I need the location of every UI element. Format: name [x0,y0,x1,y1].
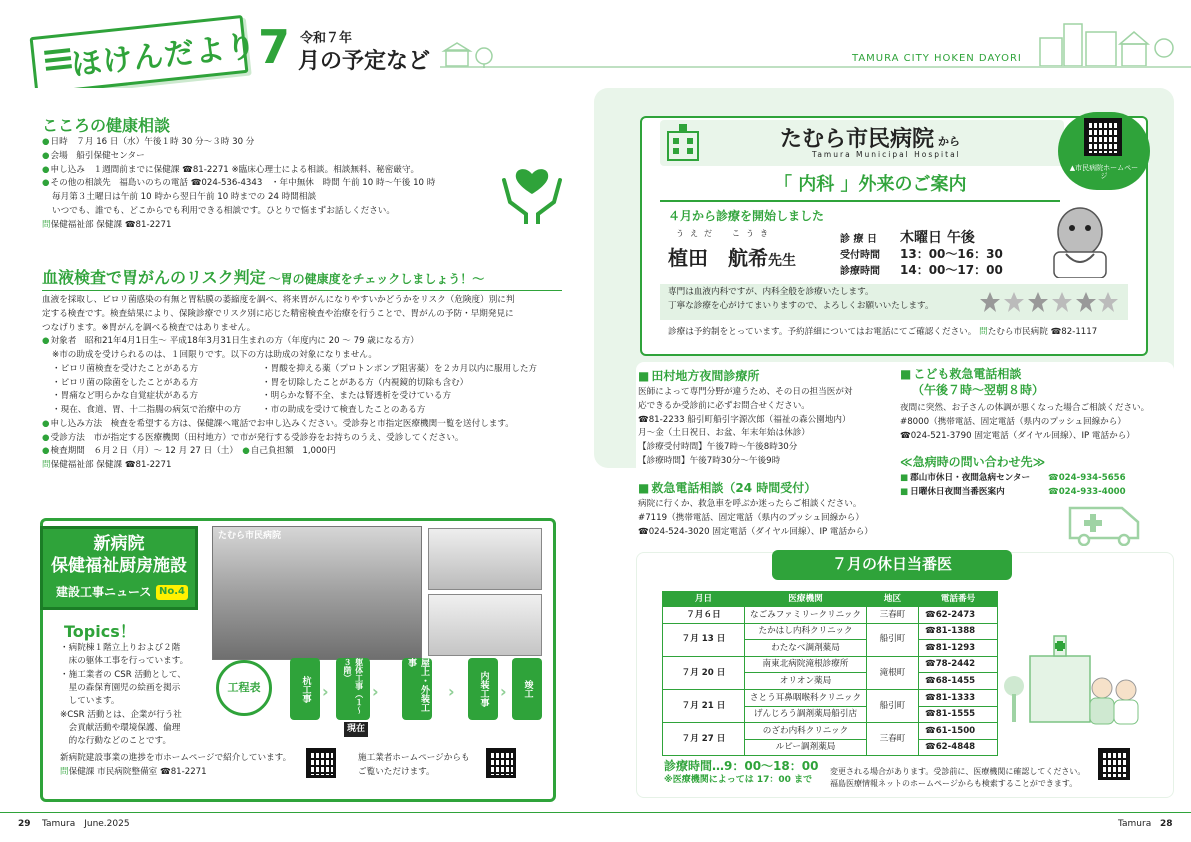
duty-tel: ☎68-1455 [919,673,998,690]
night-clinic-line: 医師によって専門分野が違うため、その日の担当医が対 [638,387,853,397]
child-info [900,402,1149,443]
duty-clinic: ルピー調剤薬局 [745,739,867,756]
kokoro-apply: ● 申し込み １週間前までに保健課 ☎81-2271 ※臨床心理士による相談。相談無料、秘密厳守。 [42,164,435,178]
clinic-hours-label: 診療時間 [840,266,880,277]
logo-stripe [44,48,70,55]
heart-hands-icon [496,140,568,224]
urgent-name: ■ 郡山市休日・夜間急病センター [900,472,1048,486]
urgent-tel: ☎024-933-4000 [1048,486,1126,497]
duty-area: 三春町 [867,607,919,624]
duty-area: 三春町 [867,723,919,756]
urgent-tel: ☎024-934-5656 [1048,473,1126,483]
exclusion-item: ・ピロリ菌検査を受けたことがある方 [52,363,199,374]
qr-code-icon[interactable] [486,748,516,778]
town-illustration-icon [440,42,500,68]
issue-number-badge: No.4 [156,585,188,600]
table-row [663,623,998,640]
kokoro-section [42,136,435,232]
blood-period-row [42,445,537,459]
duty-tel: ☎62-2473 [919,607,998,624]
kokoro-title: こころの健康相談 [42,116,171,135]
topics-title: Topics！ [64,622,136,641]
flow-arrow-icon: › [448,682,455,701]
flow-step: 内装工事 [468,658,498,720]
topic-line: ・施工業者の CSR 活動として、 [60,669,186,680]
clinic-hours-row [840,262,1003,280]
logo-stripe [45,56,71,63]
table-row [663,689,998,706]
exclusion-item: ・胃を切除したことがある方（内視鏡的切除も含む） [262,377,469,388]
blood-intro: 血液を採取し、ピロリ菌感染の有無と胃粘膜の萎縮度を調べ、将来胃がんになりやすいかどうかをリスク（危険度）別に判 [42,295,515,305]
duty-date: ７月 13 日 [663,623,745,656]
qr-code-icon[interactable] [1084,118,1122,156]
night-clinic-line: 応できるか受診前に必ずお問合せください。 [638,400,810,411]
exclusion-item: ・ピロリ菌の除菌をしたことがある方 [52,377,199,388]
hospital-from: から [938,135,960,148]
column-header: 電話番号 [919,592,998,607]
new-hospital-title-line: 新病院 [93,534,145,554]
construction-photo [212,526,422,660]
night-clinic-line: ☎81-2233 船引町船引字源次郎（福祉の森公園地内） [638,414,851,425]
header-divider [440,66,1191,68]
column-header: 医療機関 [745,592,867,607]
logo-text: ほけんだより [69,28,259,83]
blood-target-note: ※市の助成を受けられるのは、１回限りです。以下の方は助成の対象になりません。 [52,350,377,360]
topic-line: 星の森保育園児の絵画を掲示 [60,682,181,693]
contractor-note [358,752,470,780]
urgent-row [900,486,1126,500]
duty-tel: ☎81-1555 [919,706,998,723]
exclusion-item: ・胃酸を抑える薬（プロトンポンプ阻害薬）を２カ月以内に服用した方 [262,363,538,374]
topic-line: 的な行動などのことです。 [60,736,172,747]
month-number: 7 [258,20,291,74]
issue-label: Tamura June.2025 [42,819,130,829]
topic-line: ・病院棟１階立上りおよび２階 [60,643,181,653]
flow-step: 杭工事 [290,658,320,720]
doctor-message-line: 丁寧な診療を心がけてまいりますので、よろしくお願いいたします。 [668,300,934,311]
doctor-message [668,286,934,314]
emergency-title: ■ 救急電話相談（24 時間受付） [638,480,816,497]
table-row [663,723,998,740]
duty-clinic: たかはし内科クリニック [745,623,867,640]
duty-date: ７月 27 日 [663,723,745,756]
blood-cost: ● 自己負担額 1,000円 [242,446,335,456]
ambulance-icon [1068,500,1148,546]
duty-area: 船引町 [867,689,919,722]
brand-label: TAMURA CITY HOKEN DAYORI [852,53,1022,64]
blood-apply: ● 申し込み方法 検査を希望する方は、保健課へ電話でお申し込みください。受診券と市指定医療機関一覧を送付します。 [42,418,537,432]
duty-date: ７月６日 [663,607,745,624]
child-line: ☎024-521-3790 固定電話（ダイヤル回線）、IP 電話から） [900,430,1135,441]
duty-note: 変更される場合があります。受診前に、医療機関に確認してください。 [830,767,1086,776]
blood-contact-text: 保健福祉部 保健課 ☎81-2271 [50,460,172,470]
blood-target: ● 対象者 昭和21年4月1日生～ 平成18年3月31日生まれの方（年度内に 20 ～ 79 歳になる方） [42,335,537,349]
qr-code-icon[interactable] [306,748,336,778]
blood-intro: つなげります。※胃がんを調べる検査ではありません。 [42,322,256,333]
kokoro-date: ● 日時 ７月 16 日（水）午後１時 30 分～３時 30 分 [42,136,435,150]
construction-photo-label: たむら市民病院 [218,531,282,541]
duty-clinic: げんじろう調剤薬局船引店 [745,706,867,723]
flow-step: 屋上・外装工事 [402,658,432,720]
kokoro-venue: ● 会場 船引保健センター [42,150,435,164]
page-number-right: 28 [1160,819,1173,829]
kokoro-contact-text: 保健福祉部 保健課 ☎81-2271 [50,219,172,230]
duty-tel: ☎81-1388 [919,623,998,640]
urgent-name: ■ 日曜休日夜間当番医案内 [900,486,1048,500]
era-label: 令和７年 [300,31,353,46]
night-clinic-title: ■ 田村地方夜間診療所 [638,368,759,385]
duty-clinic: さとう耳鼻咽喉科クリニック [745,689,867,706]
child-title: ■ こども救急電話相談 [900,366,1021,383]
new-hospital-footer [60,752,291,780]
urgent-row [900,472,1126,486]
exclusion-item: ・明らかな腎不全、または腎透析を受けている方 [262,391,452,402]
new-hospital-title-line: 保健福祉厨房施設 [51,556,187,577]
new-hospital-footer-text: 新病院建設事業の進捗を市ホームページで紹介しています。 [60,753,292,763]
doctor-ruby: うえだ こうき [676,229,774,238]
current-marker: 現在 [344,722,368,737]
doctor-name-row [668,244,796,273]
duty-notes [830,766,1085,790]
new-hospital-contact: 問保健課 市民病院整備室 ☎81-2271 [60,766,207,777]
blood-how: ● 受診方法 市が指定する医療機関（田村地方）で市が発行する受診券をお持ちのうえ、受診してください。 [42,432,537,446]
kokoro-other-detail: 毎月第３土曜日は午前 10 時から翌日午前 10 時までの 24 時間相談 [52,192,317,202]
holiday-duty-table [662,591,998,756]
blood-exclusions [42,363,537,418]
topic-line: ※CSR 活動とは、企業が行う社 [60,709,182,720]
duty-note: 福島医療情報ネットのホームページからも検索することができます。 [830,779,1078,788]
topics-list [60,642,188,749]
hospital-building-icon [664,122,702,162]
topic-line: しています。 [60,696,120,707]
flow-step: 竣工 [512,658,542,720]
schedule-label: 工程表 [216,660,272,716]
logo-stripe [46,64,72,71]
hospital-staff-illustration-icon [1004,626,1140,726]
clinic-hours: 14：00～17：00 [900,263,1003,277]
night-clinic-line: 月～金（土日祝日、お盆、年末年始は休診） [638,428,810,439]
city-illustration-icon [1030,18,1180,66]
column-header: 月日 [663,592,745,607]
emergency-line: ☎024-524-3020 固定電話（ダイヤル回線）、IP 電話から） [638,526,873,537]
flow-step: 躯体工事（１〜３階） [336,658,370,720]
reservation-text: 診療は予約制をとっています。予約詳細についてはお電話にてご確認ください。 [668,327,977,337]
column-header: 地区 [867,592,919,607]
duty-date: ７月 21 日 [663,689,745,722]
emergency-line: #7119（携帯電話、固定電話（県内のプッシュ回線から） [638,512,864,523]
naika-divider [660,200,1060,202]
duty-hours-note: ※医療機関によっては 17：00 まで [664,775,813,785]
clinic-day: 木曜日 午後 [900,230,975,246]
emergency-info [638,498,873,539]
doctor-mascot-icon [1036,200,1124,278]
exclusion-item: ・現在、食道、胃、十二指腸の病気で治療中の方 [52,405,242,415]
blood-section [42,294,537,473]
kokoro-contact: 問保健福祉部 保健課 ☎81-2271 [42,219,172,230]
child-line: #8000（携帯電話、固定電話（県内のプッシュ回線から） [900,416,1126,427]
reservation-contact: たむら市民病院 ☎82-1117 [987,327,1098,337]
drawing-photo [428,528,542,590]
magazine-label: Tamura [1118,819,1152,829]
night-clinic-line: 【診療時間】午後7時30分～午後9時 [638,455,781,466]
topic-line: 床の躯体工事を行っています。 [60,656,189,667]
reception-label: 受付時間 [840,250,880,261]
blood-title-row [42,266,484,289]
duty-tel: ☎81-1293 [919,640,998,657]
duty-clinic: なごみファミリークリニック [745,607,867,624]
blood-subtitle: ～胃の健康度をチェックしましょう！～ [268,272,485,286]
topic-line: 会貢献活動や環境保護、倫理 [60,722,181,733]
holiday-duty-title: ７月の休日当番医 [772,550,1012,580]
duty-area: 滝根町 [867,656,919,689]
april-start-notice: ４月から診療を開始しました [668,209,825,223]
hospital-homepage-caption: ▲市民病院ホームページ [1069,164,1139,181]
hospital-name-en: Tamura Municipal Hospital [812,150,961,159]
duty-tel: ☎81-1333 [919,689,998,706]
duty-tel: ☎62-4848 [919,739,998,756]
footer-divider [0,812,1191,813]
table-row [663,607,998,624]
new-hospital-contact-text: 保健課 市民病院整備室 ☎81-2271 [68,766,207,777]
page-number-left: 29 [18,819,31,829]
duty-tel: ☎61-1500 [919,723,998,740]
drawing-photo [428,594,542,656]
hospital-name: たむら市民病院 [780,127,935,152]
blood-title: 血液検査で胃がんのリスク判定 [42,268,266,287]
kokoro-other: ● その他の相談先 福島いのちの電話 ☎024-536-4343 ・年中無休 時間 午前 10 時～午後 10 時 [42,177,435,191]
flow-arrow-icon: › [322,682,329,701]
page-title: 月の予定など [298,49,431,74]
duty-hours: 診療時間…9：00～18：00 [664,759,819,773]
duty-clinic: わたなべ調剤薬局 [745,640,867,657]
child-line: 夜間に突然、お子さんの体調が悪くなった場合ご相談ください。 [900,403,1150,413]
clinic-day-label: 診 療 日 [840,234,877,245]
blood-contact: 問保健福祉部 保健課 ☎81-2271 [42,460,172,470]
blood-period: ● 検査期間 ６月２日（月）～ 12 月 27 日（土） [42,446,234,456]
blood-divider [42,290,562,291]
flow-arrow-icon: › [500,682,507,701]
naika-title: 「 内科 」外来のご案内 [774,174,967,195]
flow-arrow-icon: › [372,682,379,701]
doctor-name: 植田 航希 [668,246,768,270]
reception-hours: 13：00～16：30 [900,247,1003,261]
reception-row [840,246,1003,264]
table-header-row [663,592,998,607]
doctor-honorific: 先生 [768,253,796,269]
duty-date: ７月 20 日 [663,656,745,689]
emergency-line: 病院に行くか、救急車を呼ぶか迷ったらご相談ください。 [638,499,862,509]
duty-tel: ☎78-2442 [919,656,998,673]
doctor-message-line: 専門は血液内科ですが、内科全般を診療いたします。 [668,287,874,297]
exclusion-item: ・市の助成を受けて検査したことのある方 [262,405,426,415]
construction-news-label: 建設工事ニュース [56,585,152,599]
kokoro-other-detail: いつでも、誰でも、どこからでも利用できる相談です。ひとりで悩まずお話しください。 [52,205,395,216]
duty-area: 船引町 [867,623,919,656]
blood-intro: 定する検査です。検査結果により、保険診療でリスク別に応じた精密検査や治療を行うことで、胃がんの予防・早期発見に [42,308,514,319]
qr-code-icon[interactable] [1098,748,1130,780]
contractor-note-line: ご覧いただけます。 [358,766,435,777]
table-row [663,656,998,673]
urgent-title: ≪急病時の問い合わせ先≫ [900,455,1046,469]
night-clinic-line: 【診療受付時間】午後7時～午後8時30分 [638,442,798,452]
duty-clinic: オリオン薬局 [745,673,867,690]
reservation-row: 診療は予約制をとっています。予約詳細についてはお電話にてご確認ください。 問たむら市民病院 ☎82-1117 [668,327,1098,337]
exclusion-item: ・胃痛など明らかな自覚症状がある方 [52,391,199,402]
mascot-stars-icon [978,290,1118,314]
duty-clinic: 南東北病院滝根診療所 [745,656,867,673]
urgent-list [900,472,1126,500]
contractor-note-line: 施工業者ホームページからも [358,753,470,763]
child-hours: （午後７時～翌朝８時） [912,383,1045,397]
duty-clinic: のざわ内科クリニック [745,723,867,740]
new-hospital-title [43,533,195,577]
night-clinic-info [638,386,853,469]
